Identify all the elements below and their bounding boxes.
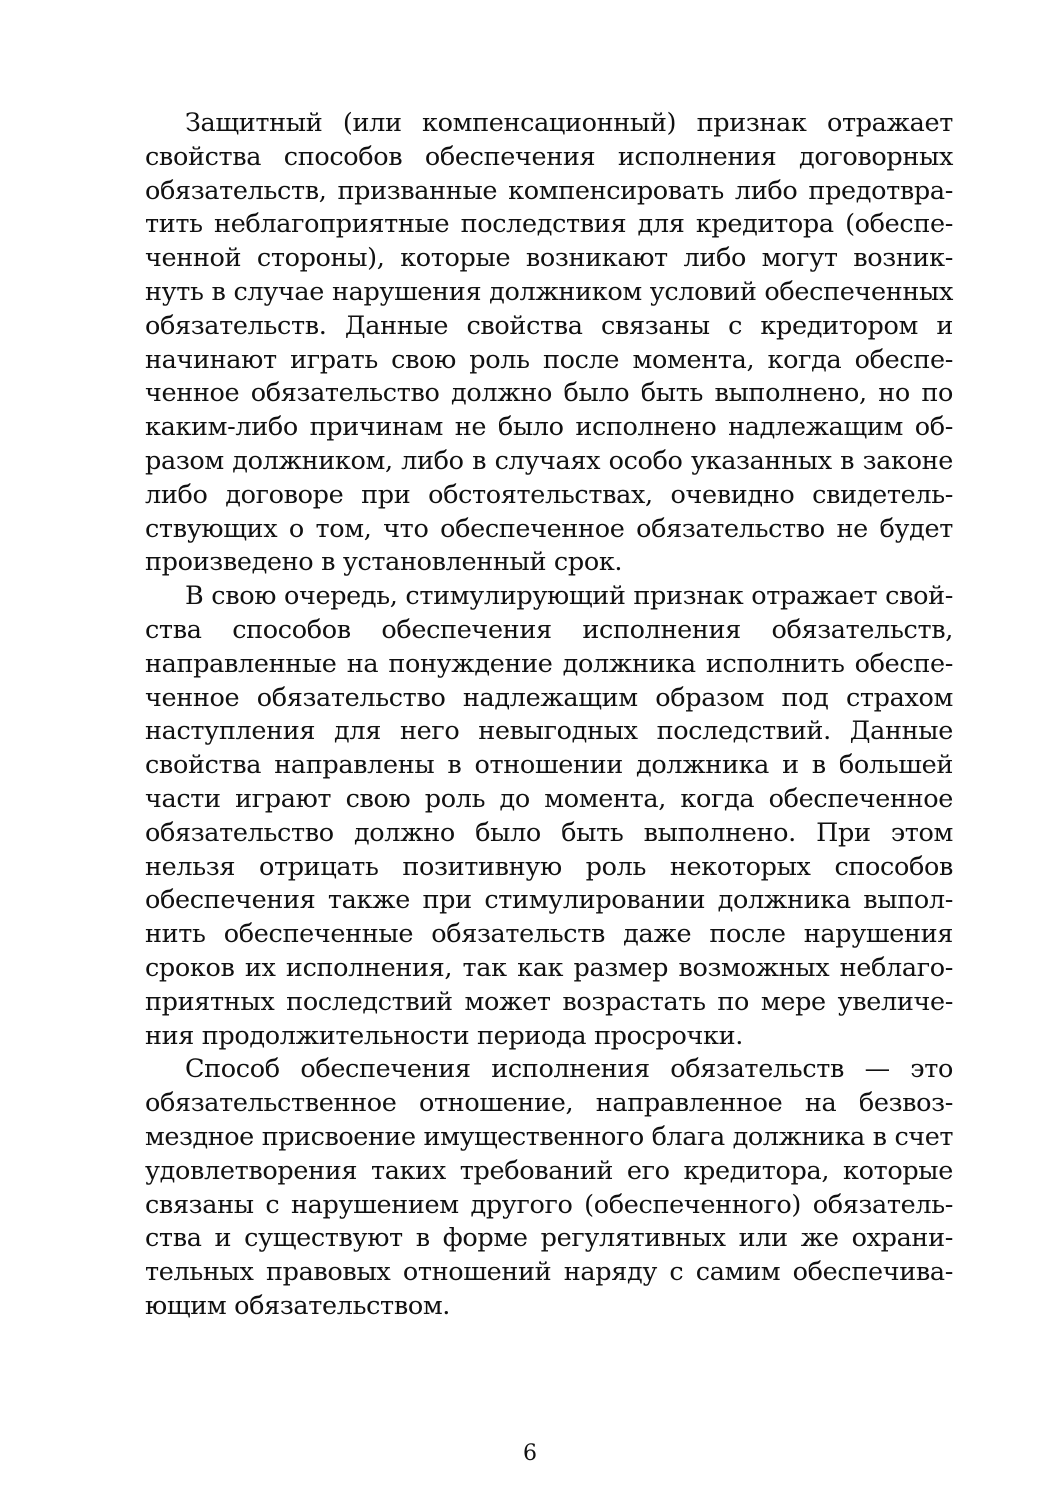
text-line: обязательственное отношение, направленное на безвоз- — [145, 1088, 953, 1119]
text-line: обязательств, призванные компенсировать либо предотвра- — [145, 175, 953, 206]
text-line: В свою очередь, стимулирующий признак отражает свой- — [185, 581, 953, 612]
text-line: ствующих о том, что обеспеченное обязательство не будет — [145, 513, 953, 544]
text-line: Способ обеспечения исполнения обязательств — это — [185, 1054, 953, 1085]
document-page — [145, 107, 953, 1324]
text-line: нельзя отрицать позитивную роль некоторых способов — [145, 851, 953, 882]
text-line: ства и существуют в форме регулятивных или же охрани- — [145, 1223, 953, 1254]
text-line: ства способов обеспечения исполнения обязательств, — [145, 614, 953, 645]
text-line: ченное обязательство надлежащим образом под страхом — [145, 682, 953, 713]
text-line: каким-либо причинам не было исполнено надлежащим об- — [145, 412, 953, 443]
text-line: части играют свою роль до момента, когда обеспеченное — [145, 783, 953, 814]
text-line: свойства способов обеспечения исполнения договорных — [145, 141, 953, 172]
text-line: наступления для него невыгодных последствий. Данные — [145, 716, 953, 747]
text-line: направленные на понуждение должника исполнить обеспе- — [145, 648, 953, 679]
text-line: либо договоре при обстоятельствах, очевидно свидетель- — [145, 479, 953, 510]
text-line: Защитный (или компенсационный) признак отражает — [185, 108, 953, 138]
text-line: приятных последствий может возрастать по мере увеличе- — [145, 986, 953, 1017]
text-line: разом должником, либо в случаях особо указанных в законе — [145, 445, 953, 476]
text-line: начинают играть свою роль после момента, когда обеспе- — [145, 344, 953, 375]
text-line: ния продолжительности периода просрочки. — [145, 1020, 743, 1051]
text-line: связаны с нарушением другого (обеспеченного) обязатель- — [145, 1189, 953, 1220]
text-line: сроков их исполнения, так как размер возможных неблаго- — [145, 952, 953, 983]
text-line: обеспечения также при стимулировании должника выпол- — [145, 885, 953, 916]
text-line: произведено в установленный срок. — [145, 547, 623, 578]
text-line: удовлетворения таких требований его кредитора, которые — [145, 1155, 953, 1186]
text-line: свойства направлены в отношении должника и в большей — [145, 750, 953, 781]
page-number: 6 — [523, 1441, 537, 1466]
paragraph-definition — [145, 1053, 953, 1323]
text-line: ченной стороны), которые возникают либо могут возник- — [145, 243, 953, 274]
text-line: нить обеспеченные обязательств даже после нарушения — [145, 919, 953, 950]
paragraph-stimulating-feature — [145, 580, 953, 1053]
text-line: тить неблагоприятные последствия для кредитора (обеспе- — [145, 209, 953, 240]
text-line: обязательство должно было быть выполнено. При этом — [145, 817, 953, 848]
text-line: тельных правовых отношений наряду с самим обеспечива- — [145, 1257, 953, 1288]
text-line: мездное присвоение имущественного блага должника в счет — [145, 1121, 953, 1152]
text-line: обязательств. Данные свойства связаны с кредитором и — [145, 310, 953, 341]
text-line: ющим обязательством. — [145, 1290, 451, 1321]
text-line: ченное обязательство должно было быть выполнено, но по — [145, 378, 953, 409]
paragraph-protective-feature — [145, 107, 953, 580]
text-line: нуть в случае нарушения должником условий обеспеченных — [145, 276, 953, 307]
